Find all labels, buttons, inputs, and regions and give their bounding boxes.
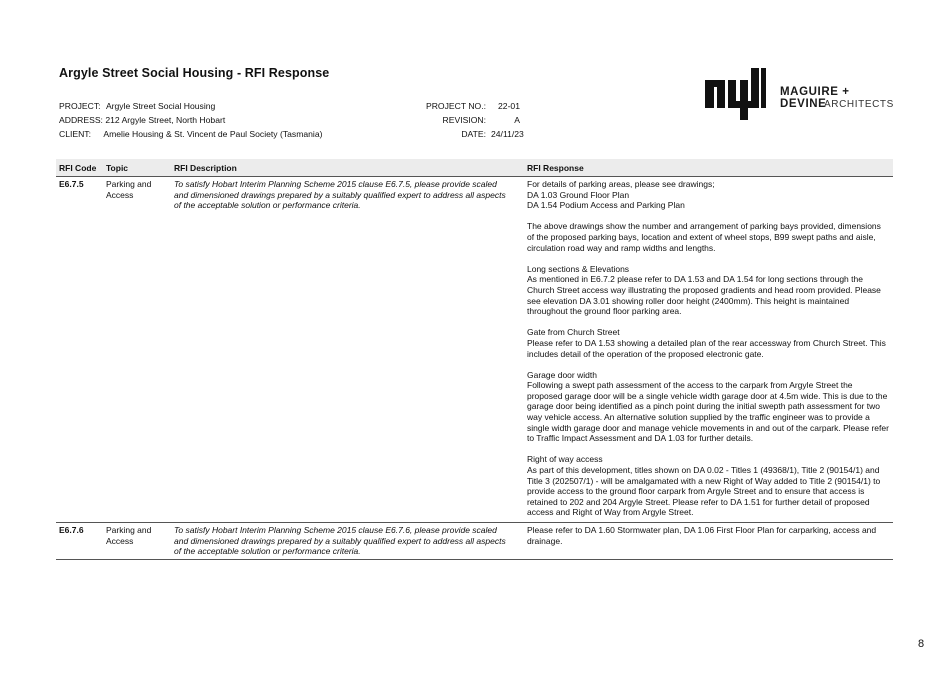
table-row (56, 177, 893, 523)
address-value: 212 Argyle Street, North Hobart (105, 115, 226, 125)
response-paragraph (527, 221, 890, 253)
rfi-code: E6.7.5 (56, 177, 103, 523)
table-header-row (56, 159, 893, 177)
rfi-topic: Parking and Access (103, 177, 171, 523)
document-title: Argyle Street Social Housing - RFI Response (59, 66, 330, 80)
rfi-description: To satisfy Hobart Interim Planning Scheme 2015 clause E6.7.6, please provide scaled and dimensioned drawings prepared by a suitably qualified expert to address all aspects of the acceptable solution or performance criteria. (171, 523, 524, 560)
response-line: DA 1.54 Podium Access and Parking Plan (527, 200, 685, 211)
maguire-devine-mark-icon (705, 68, 767, 122)
logo-name: MAGUIRE + DEVINE (780, 86, 850, 110)
response-line: Please refer to DA 1.60 Stormwater plan, DA 1.06 First Floor Plan for carparking, access and drainage. (527, 525, 877, 546)
response-line: The above drawings show the number and arrangement of parking bays provided, dimensions of the proposed parking bays, location and extent of wheel stops, B99 swept paths and aisle, circulation road way and ramp widths and lengths. (527, 221, 881, 253)
project-row (59, 99, 322, 113)
response-paragraph (527, 179, 890, 211)
page-number: 8 (918, 638, 925, 650)
rfi-response (524, 523, 893, 560)
project-label: PROJECT: (59, 101, 101, 111)
project-value: Argyle Street Social Housing (105, 101, 216, 111)
rfi-code: E6.7.6 (56, 523, 103, 560)
client-row (59, 127, 322, 141)
response-line: Right of way access (527, 454, 603, 465)
date-label: DATE: (461, 129, 486, 139)
response-paragraph (527, 264, 890, 317)
project-no-label: PROJECT NO.: (425, 101, 486, 111)
revision-label: REVISION: (442, 115, 486, 125)
address-label: ADDRESS: (59, 115, 103, 125)
response-line: As mentioned in E6.7.2 please refer to DA 1.53 and DA 1.54 for long sections through the Church Street access way illustrating the proposed gradients and head room provided. Please see elevation DA 3.01 showing roller door height (2400mm). This height is maintained throughout the ground floor parking area. (527, 274, 881, 317)
date-value: 24/11/23 (491, 129, 524, 139)
response-line: As part of this development, titles shown on DA 0.02 - Titles 1 (49368/1), Title 2 (90154/1) and Title 3 (202507/1) - will be amalgamated with a new Right of Way added to Title 2 (90154/1) to provide access to the ground floor carpark from Argyle Street and to ensure that access is retained to 202 and 204 Argyle Street. Please refer to DA 1.51 for further detail of proposed access and Right of Way from Argyle Street. (527, 465, 881, 518)
header-topic: Topic (103, 159, 171, 177)
response-paragraph (527, 370, 890, 444)
header-rfi-description: RFI Description (171, 159, 524, 177)
date-row (420, 127, 531, 141)
rfi-table (56, 159, 893, 560)
rfi-response (524, 177, 893, 523)
response-line: Please refer to DA 1.53 showing a detailed plan of the rear accessway from Church Street. This includes detail of the operation of the proposed electronic gate. (527, 337, 886, 359)
project-reference (420, 99, 531, 141)
response-paragraph (527, 327, 890, 359)
response-paragraph (527, 454, 890, 518)
response-line: Long sections & Elevations (527, 263, 630, 274)
response-line: Gate from Church Street (527, 327, 620, 338)
table-body (56, 177, 893, 560)
rfi-topic: Parking and Access (103, 523, 171, 560)
revision-row (420, 113, 531, 127)
rfi-description: To satisfy Hobart Interim Planning Scheme 2015 clause E6.7.5, please provide scaled and dimensioned drawings prepared by a suitably qualified expert to address all aspects of the acceptable solution or performance criteria. (171, 177, 524, 523)
client-label: CLIENT: (59, 129, 91, 139)
header-rfi-response: RFI Response (524, 159, 893, 177)
response-line: For details of parking areas, please see drawings; (527, 179, 715, 189)
revision-value: A (514, 115, 520, 125)
header-rfi-code: RFI Code (56, 159, 103, 177)
response-paragraph (527, 525, 890, 546)
table-row (56, 523, 893, 560)
response-line: DA 1.03 Ground Floor Plan (527, 189, 630, 200)
response-line: Following a swept path assessment of the access to the carpark from Argyle Street the proposed garage door will be a single vehicle width garage door at 4.5m wide. This is due to the garage door being identified as a pinch point during the initial swepth path assessment for two way vehicle access. An alternative solution supplied by the traffic engineer was to provide a single width garage door and manage vehicle movements in and out of the carpark. Please refer to Traffic Impact Assessment and DA 1.03 for further details. (527, 380, 889, 444)
project-no-row (420, 99, 531, 113)
logo-subtitle: ARCHITECTS (824, 99, 894, 110)
response-line: Garage door width (527, 369, 597, 380)
company-logo (705, 68, 894, 124)
address-row (59, 113, 322, 127)
client-value: Amelie Housing & St. Vincent de Paul Society (Tasmania) (103, 129, 323, 139)
project-no-value: 22-01 (498, 101, 520, 111)
project-info (59, 99, 322, 141)
